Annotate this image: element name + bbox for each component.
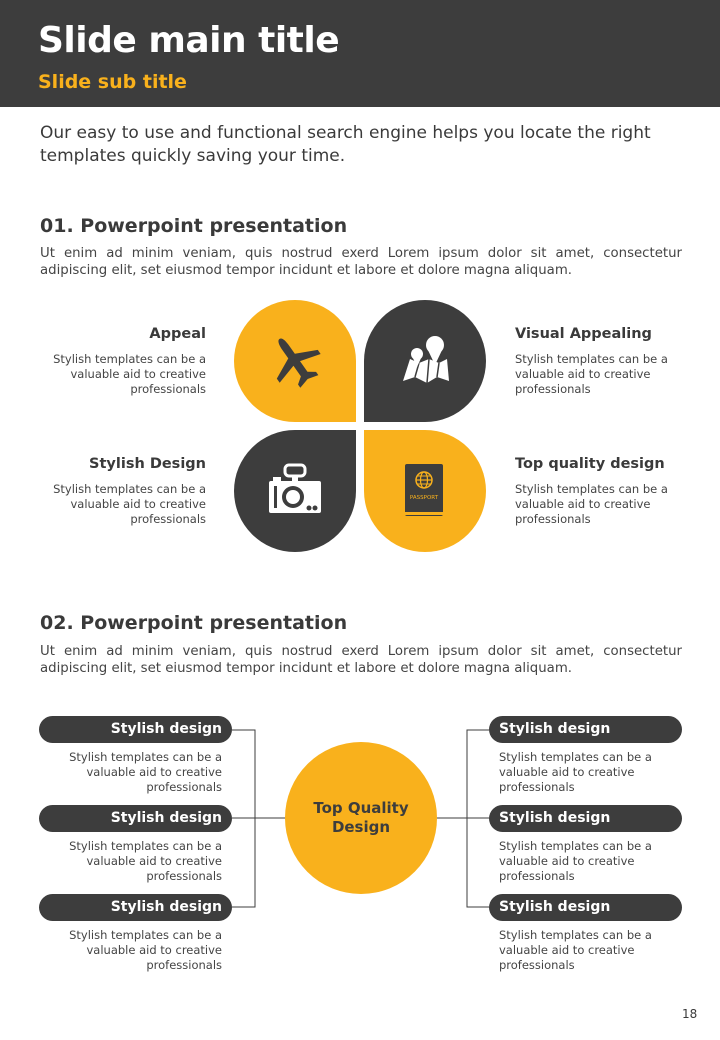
feature-topquality-desc: Stylish templates can be a valuable aid to creative professionals [515,482,668,526]
right-desc-1: Stylish templates can be a valuable aid to creative professionals [499,750,652,794]
right-desc-3: Stylish templates can be a valuable aid to creative professionals [499,928,652,972]
page-number: 18 [682,1007,698,1021]
feature-stylish-title: Stylish Design [89,456,206,472]
top-quality-label: Top Quality Design [313,799,409,836]
left-desc-3: Stylish templates can be a valuable aid to creative professionals [69,928,222,972]
left-desc-1: Stylish templates can be a valuable aid to creative professionals [69,750,222,794]
intro-text: Our easy to use and functional search engine helps you locate the right templates quickly saving your time. [40,123,651,166]
section2-body: Ut enim ad minim veniam, quis nostrud exerd Lorem ipsum dolor sit amet, consectetur adipiscing elit, set eiusmod tempor incidunt et labore et dolore magna aliquam. [40,644,682,676]
left-pill-3: Stylish design [39,894,232,921]
right-pill-3: Stylish design [489,894,682,921]
slide-sub-title: Slide sub title [38,71,187,93]
feature-visual-desc: Stylish templates can be a valuable aid to creative professionals [515,352,668,396]
feature-topquality-title: Top quality design [515,456,665,472]
slide-main-title: Slide main title [38,20,340,61]
section2-title: 02. Powerpoint presentation [40,612,348,634]
right-desc-2: Stylish templates can be a valuable aid to creative professionals [499,839,652,883]
passport-label: PASSPORT [409,495,439,501]
feature-appeal-title: Appeal [149,326,206,342]
left-desc-2: Stylish templates can be a valuable aid to creative professionals [69,839,222,883]
left-pill-2: Stylish design [39,805,232,832]
right-pill-2: Stylish design [489,805,682,832]
section1-title: 01. Powerpoint presentation [40,215,348,237]
left-pill-1: Stylish design [39,716,232,743]
feature-appeal-desc: Stylish templates can be a valuable aid to creative professionals [53,352,206,396]
section1-body: Ut enim ad minim veniam, quis nostrud exerd Lorem ipsum dolor sit amet, consectetur adipiscing elit, set eiusmod tempor incidunt et labore et dolore magna aliquam. [40,246,682,278]
top-quality-circle [285,742,437,894]
right-pill-1: Stylish design [489,716,682,743]
feature-visual-title: Visual Appealing [515,326,652,342]
feature-stylish-desc: Stylish templates can be a valuable aid to creative professionals [53,482,206,526]
